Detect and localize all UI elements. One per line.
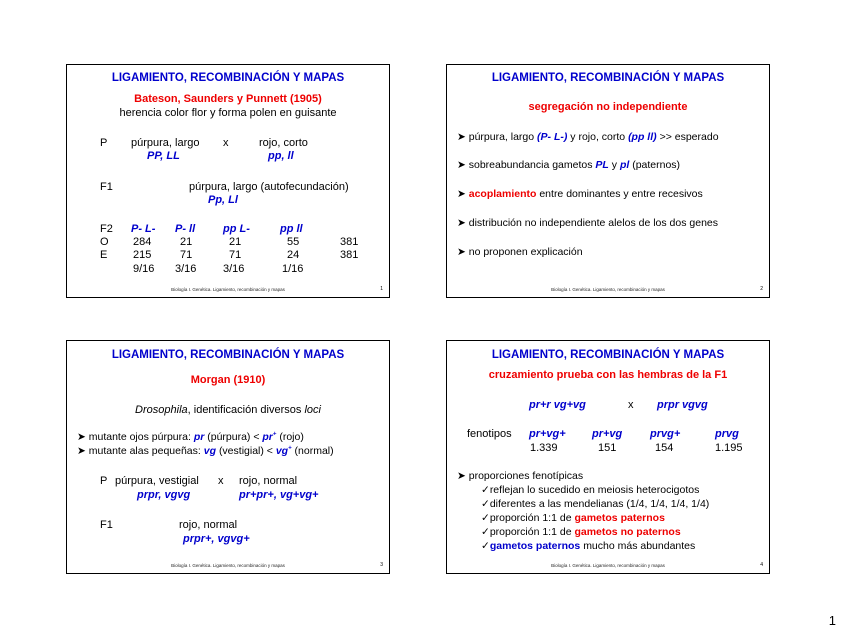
arrow-icon: ➤ — [457, 131, 466, 143]
p-phenotype-2: rojo, corto — [259, 137, 308, 149]
ratio: 9/16 — [133, 263, 155, 275]
f1-label: F1 — [100, 181, 113, 193]
ratio: 3/16 — [175, 263, 197, 275]
page-number: 1 — [828, 613, 836, 628]
f1-genotype: prpr+, vgvg+ — [183, 533, 250, 545]
p-genotype-2: pr+pr+, vg+vg+ — [239, 489, 319, 501]
cross-parent-1: pr+r vg+vg — [529, 399, 586, 411]
bullet-item: ➤ sobreabundancia gametos PL y pl (paternos) — [457, 159, 681, 171]
check-item: ✓diferentes a las mendelianas (1/4, 1/4, 1/4, 1/4) — [481, 498, 710, 510]
phenotype-count: 154 — [655, 442, 674, 454]
bullet-item: ➤ mutante ojos púrpura: pr (púrpura) < pr+ (rojo) — [77, 431, 304, 443]
cross-symbol: x — [223, 137, 229, 149]
f2-label: F2 — [100, 223, 113, 235]
expected-value: 71 — [229, 249, 242, 261]
cross-symbol: x — [628, 399, 634, 411]
f1-phenotype: púrpura, largo (autofecundación) — [189, 181, 349, 193]
phenotype-class: pr+vg — [592, 428, 623, 440]
p-label: P — [100, 137, 108, 149]
slide-3 — [66, 340, 390, 574]
p-genotype-1: PP, LL — [147, 150, 180, 162]
slide-title: LIGAMIENTO, RECOMBINACIÓN Y MAPAS — [491, 72, 725, 84]
check-icon: ✓ — [481, 540, 490, 552]
slide-subtitle: segregación no independiente — [528, 101, 688, 113]
check-icon: ✓ — [481, 498, 490, 510]
arrow-icon: ➤ — [457, 217, 466, 229]
f1-label: F1 — [100, 519, 113, 531]
slide-subtitle: Bateson, Saunders y Punnett (1905) — [134, 93, 322, 105]
slide-subtitle: cruzamiento prueba con las hembras de la F1 — [488, 369, 728, 381]
arrow-icon: ➤ — [77, 431, 86, 443]
bullet-item: ➤ púrpura, largo (P- L-) y rojo, corto (pp ll) >> esperado — [457, 131, 719, 143]
cross-parent-2: prpr vgvg — [657, 399, 708, 411]
f2-header: pp ll — [280, 223, 303, 235]
slide-subtitle: Morgan (1910) — [190, 374, 266, 386]
slide-4 — [446, 340, 770, 574]
observed-value: 21 — [229, 236, 242, 248]
f2-header: P- L- — [131, 223, 156, 235]
slide-1 — [66, 64, 390, 298]
phenotype-count: 1.195 — [715, 442, 743, 454]
slide-number: 3 — [380, 562, 383, 568]
expected-value: 24 — [287, 249, 300, 261]
bullet-item: ➤ distribución no independiente alelos de los dos genes — [457, 217, 718, 229]
ratio: 1/16 — [282, 263, 304, 275]
check-icon: ✓ — [481, 512, 490, 524]
slide-number: 2 — [760, 286, 763, 292]
slide-footer: Biología I. Genética. Ligamiento, recombinación y mapas — [171, 563, 285, 568]
expected-total: 381 — [340, 249, 359, 261]
observed-label: O — [100, 236, 109, 248]
check-icon: ✓ — [481, 526, 490, 538]
check-item: ✓proporción 1:1 de gametos paternos — [481, 512, 665, 524]
expected-value: 71 — [180, 249, 193, 261]
phenotype-class: pr+vg+ — [529, 428, 566, 440]
p-phenotype-1: púrpura, largo — [131, 137, 200, 149]
slide-footer: Biología I. Genética. Ligamiento, recombinación y mapas — [551, 563, 665, 568]
p-phenotype-1: púrpura, vestigial — [115, 475, 199, 487]
arrow-icon: ➤ — [77, 445, 86, 457]
f2-header: P- ll — [175, 223, 196, 235]
slide-title: LIGAMIENTO, RECOMBINACIÓN Y MAPAS — [111, 72, 345, 84]
check-item: ✓proporción 1:1 de gametos no paternos — [481, 526, 681, 538]
observed-total: 381 — [340, 236, 359, 248]
slide-title: LIGAMIENTO, RECOMBINACIÓN Y MAPAS — [111, 349, 345, 361]
phenotype-count: 1.339 — [530, 442, 558, 454]
phenotype-count: 151 — [598, 442, 617, 454]
f2-header: pp L- — [223, 223, 250, 235]
bullet-item: ➤ proporciones fenotípicas — [457, 470, 584, 482]
arrow-icon: ➤ — [457, 246, 466, 258]
check-item: ✓reflejan lo sucedido en meiosis heterocigotos — [481, 484, 700, 496]
arrow-icon: ➤ — [457, 159, 466, 171]
slide-title: LIGAMIENTO, RECOMBINACIÓN Y MAPAS — [491, 349, 725, 361]
slide-description: Drosophila, identificación diversos loci — [135, 404, 321, 416]
expected-label: E — [100, 249, 108, 261]
bullet-item: ➤ acoplamiento entre dominantes y entre recesivos — [457, 188, 703, 200]
observed-value: 55 — [287, 236, 300, 248]
bullet-item: ➤ no proponen explicación — [457, 246, 583, 258]
phenotype-class: prvg — [715, 428, 739, 440]
slide-number: 1 — [380, 286, 383, 292]
f1-phenotype: rojo, normal — [179, 519, 238, 531]
p-phenotype-2: rojo, normal — [239, 475, 298, 487]
check-item: ✓gametos paternos mucho más abundantes — [481, 540, 696, 552]
slide-number: 4 — [760, 562, 763, 568]
p-genotype-1: prpr, vgvg — [137, 489, 191, 501]
observed-value: 21 — [180, 236, 193, 248]
phenotype-class: prvg+ — [650, 428, 681, 440]
slide-description: herencia color flor y forma polen en guisante — [119, 107, 337, 119]
slide-2 — [446, 64, 770, 298]
observed-value: 284 — [133, 236, 152, 248]
p-label: P — [100, 475, 108, 487]
bullet-item: ➤ mutante alas pequeñas: vg (vestigial) < vg+ (normal) — [77, 445, 334, 457]
slide-footer: Biología I. Genética. Ligamiento, recombinación y mapas — [171, 287, 285, 292]
cross-symbol: x — [218, 475, 224, 487]
arrow-icon: ➤ — [457, 470, 466, 482]
arrow-icon: ➤ — [457, 188, 466, 200]
ratio: 3/16 — [223, 263, 245, 275]
slide-footer: Biología I. Genética. Ligamiento, recombinación y mapas — [551, 287, 665, 292]
expected-value: 215 — [133, 249, 152, 261]
f1-genotype: Pp, Ll — [208, 194, 238, 206]
check-icon: ✓ — [481, 484, 490, 496]
phenotypes-label: fenotipos — [467, 428, 512, 440]
p-genotype-2: pp, ll — [268, 150, 294, 162]
